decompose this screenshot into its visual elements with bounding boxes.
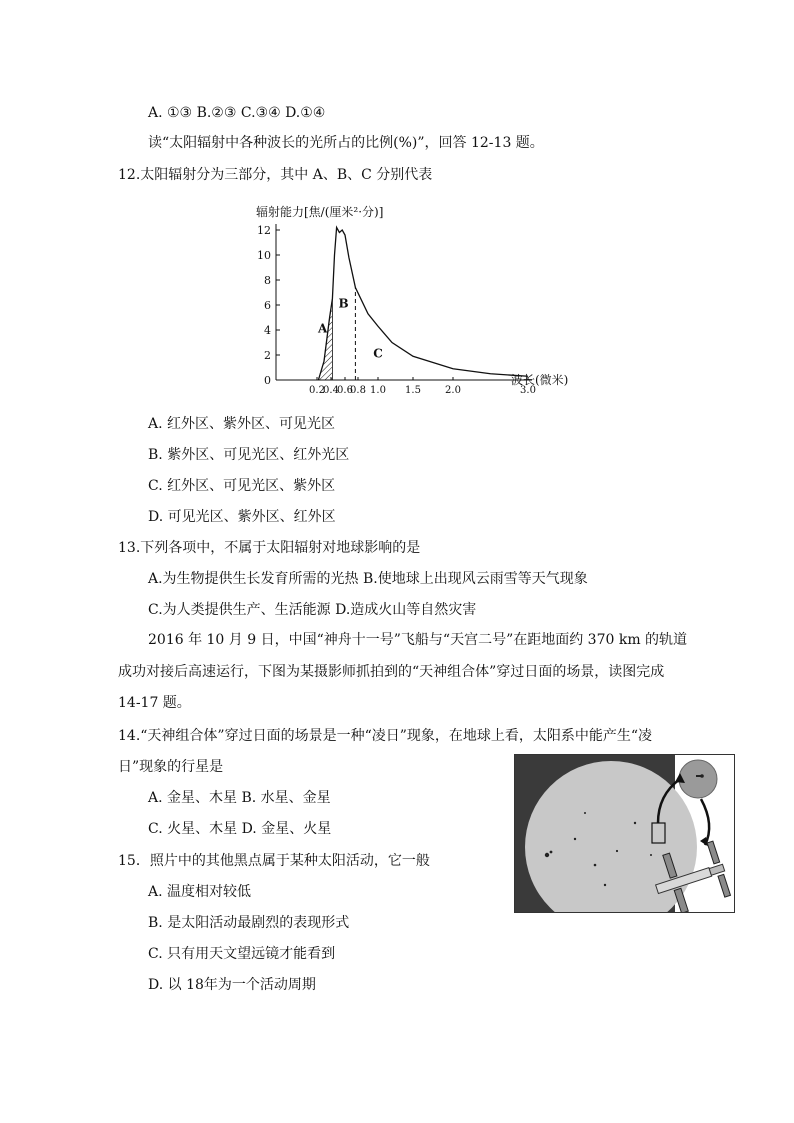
text-line: 14-17 题。 xyxy=(118,695,191,711)
text-line: C. 火星、木星 D. 金星、火星 xyxy=(148,821,332,837)
text-line: 2016 年 10 月 9 日，中国“神舟十一号”飞船与“天宫二号”在距地面约 370 km 的轨道 xyxy=(148,632,688,648)
text-line: 成功对接后高速运行，下图为某摄影师抓拍到的“天神组合体”穿过日面的场景，读图完成 xyxy=(118,664,665,680)
x-tick-label: 0.8 xyxy=(350,385,366,396)
text-line: 日”现象的行星是 xyxy=(118,759,224,775)
text-line: 13.下列各项中，不属于太阳辐射对地球影响的是 xyxy=(118,540,421,556)
text-line: D. 可见光区、紫外区、红外区 xyxy=(148,509,336,525)
y-tick-label: 10 xyxy=(257,249,271,262)
y-tick-label: 2 xyxy=(264,349,271,362)
text-line: A. ①③ B.②③ C.③④ D.①④ xyxy=(148,105,326,121)
text-line: C. 红外区、可见光区、紫外区 xyxy=(148,478,336,494)
y-tick-label: 12 xyxy=(257,224,271,237)
text-line: C.为人类提供生产、生活能源 D.造成火山等自然灾害 xyxy=(148,602,477,618)
y-tick-label: 6 xyxy=(264,299,271,312)
chart-plot-area xyxy=(257,224,536,396)
text-line: D. 以 18年为一个活动周期 xyxy=(148,977,316,993)
radiation-curve xyxy=(318,228,528,381)
x-tick-label: 1.5 xyxy=(405,385,421,396)
radiation-chart xyxy=(250,200,580,400)
region-label-c: C xyxy=(373,346,383,361)
chart-ylabel: 辐射能力[焦/(厘米²·分)] xyxy=(256,205,384,219)
text-line: 15．照片中的其他黑点属于某种太阳活动，它一般 xyxy=(118,853,430,869)
x-tick-label: 0.2 xyxy=(309,385,325,396)
x-tick-label: 2.0 xyxy=(445,385,461,396)
region-label-a: A xyxy=(317,321,328,336)
text-line: B. 是太阳活动最剧烈的表现形式 xyxy=(148,915,350,931)
text-line: B. 紫外区、可见光区、红外光区 xyxy=(148,447,350,463)
x-tick-label: 0.4 xyxy=(323,385,339,396)
x-tick-label: 0.6 xyxy=(337,385,353,396)
text-line: A. 温度相对较低 xyxy=(148,884,252,900)
text-line: 读“太阳辐射中各种波长的光所占的比例(%)”，回答 12-13 题。 xyxy=(148,135,544,151)
y-tick-label: 8 xyxy=(264,274,271,287)
zoom-circle xyxy=(679,760,717,798)
region-label-b: B xyxy=(338,296,349,311)
transit-photo xyxy=(514,754,735,913)
y-tick-label: 4 xyxy=(264,324,271,337)
x-tick-label: 3.0 xyxy=(520,385,536,396)
radiation-chart-svg xyxy=(250,200,580,400)
transit-photo-svg xyxy=(515,755,734,912)
text-line: C. 只有用天文望远镜才能看到 xyxy=(148,946,336,962)
text-line: A.为生物提供生长发育所需的光热 B.使地球上出现风云雨雪等天气现象 xyxy=(148,571,588,587)
text-line: 14.“天神组合体”穿过日面的场景是一种“凌日”现象，在地球上看，太阳系中能产生“凌 xyxy=(118,728,653,744)
x-tick-label: 1.0 xyxy=(370,385,386,396)
text-line: A. 红外区、紫外区、可见光区 xyxy=(148,416,336,432)
chart-xlabel: 波长(微米) xyxy=(511,373,569,387)
text-line: A. 金星、木星 B. 水星、金星 xyxy=(148,790,331,806)
text-line: 12.太阳辐射分为三部分，其中 A、B、C 分别代表 xyxy=(118,167,433,183)
y-tick-label: 0 xyxy=(264,374,271,387)
